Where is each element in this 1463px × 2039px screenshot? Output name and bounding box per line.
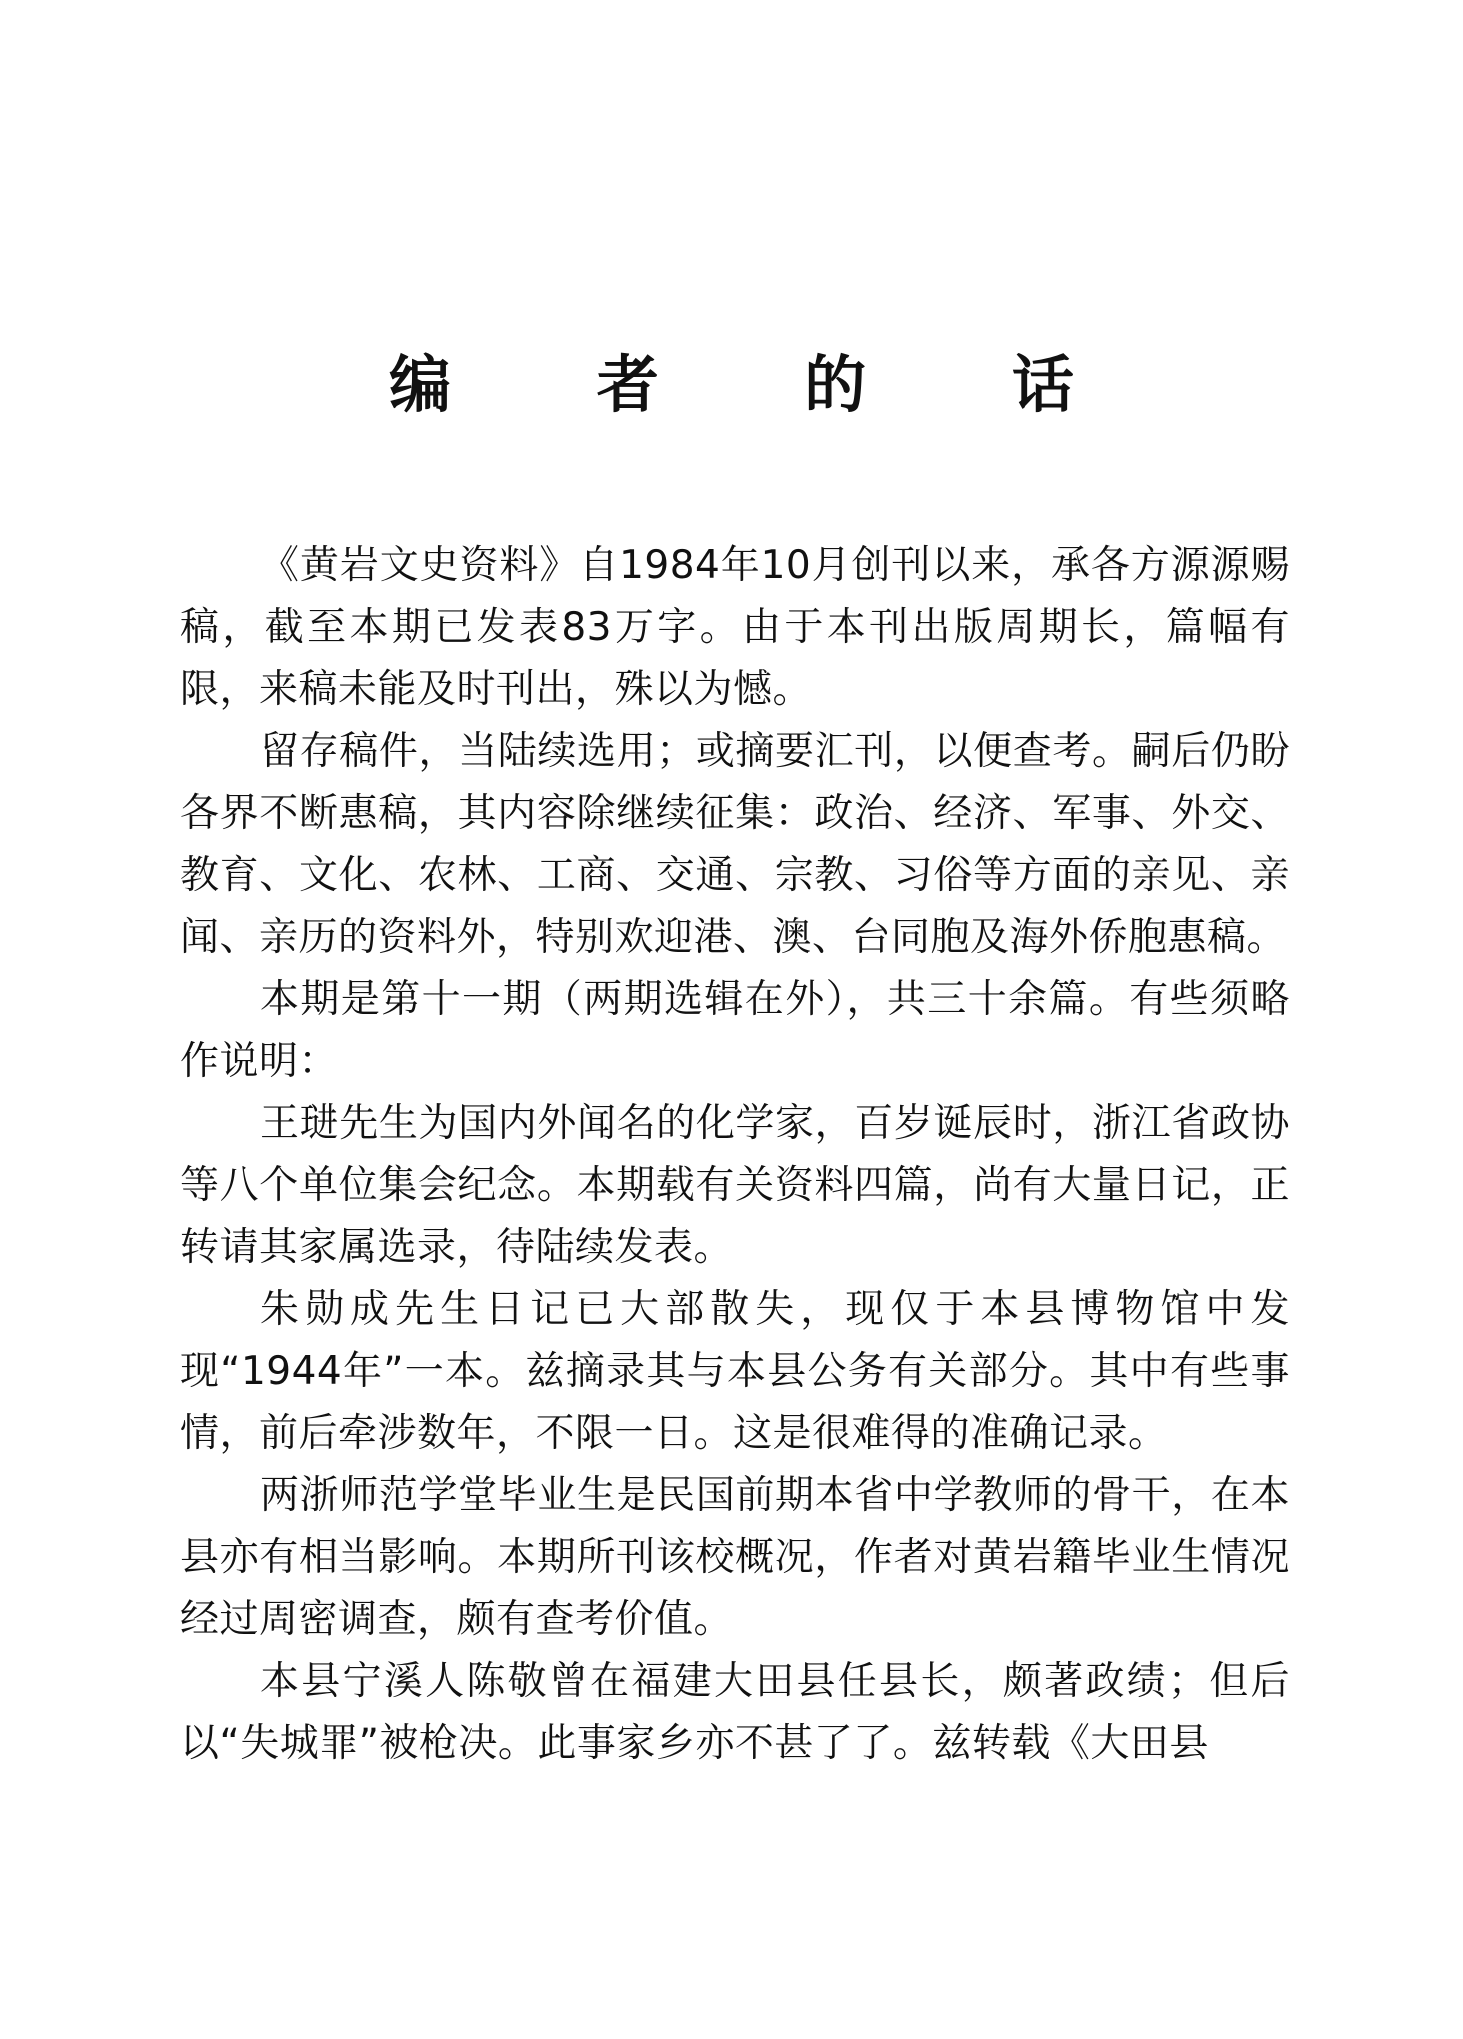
paragraph-issue-note: 本期是第十一期（两期选辑在外），共三十余篇。有些须略作说明： <box>180 977 1290 1084</box>
body-text <box>180 535 1290 1775</box>
paragraph-wang-jin: 王琎先生为国内外闻名的化学家，百岁诞辰时，浙江省政协等八个单位集会纪念。本期载有关资料四篇，尚有大量日记，正转请其家属选录，待陆续发表。 <box>180 1101 1290 1270</box>
page-title: 编 者 的 话 <box>389 348 1136 421</box>
paragraph-submissions: 留存稿件，当陆续选用；或摘要汇刊，以便查考。嗣后仍盼各界不断惠稿，其内容除继续征集：政治、经济、军事、外交、教育、文化、农林、工商、交通、宗教、习俗等方面的亲见、亲闻、亲历的资料外，特别欢迎港、澳、台同胞及海外侨胞惠稿。 <box>180 729 1290 960</box>
paragraph-chen-jing: 本县宁溪人陈敬曾在福建大田县任县长，颇著政绩；但后以“失城罪”被枪决。此事家乡亦不甚了了。兹转载《大田县 <box>180 1659 1290 1766</box>
paragraph-normal-school: 两浙师范学堂毕业生是民国前期本省中学教师的骨干，在本县亦有相当影响。本期所刊该校概况，作者对黄岩籍毕业生情况经过周密调查，颇有查考价值。 <box>180 1473 1290 1642</box>
paragraph-intro: 《黄岩文史资料》自1984年10月创刊以来，承各方源源赐稿，截至本期已发表83万字。由于本刊出版周期长，篇幅有限，来稿未能及时刊出，殊以为憾。 <box>180 543 1290 712</box>
paragraph-zhu-diary: 朱勋成先生日记已大部散失，现仅于本县博物馆中发现“1944年”一本。兹摘录其与本县公务有关部分。其中有些事情，前后牵涉数年，不限一日。这是很难得的准确记录。 <box>180 1287 1290 1456</box>
